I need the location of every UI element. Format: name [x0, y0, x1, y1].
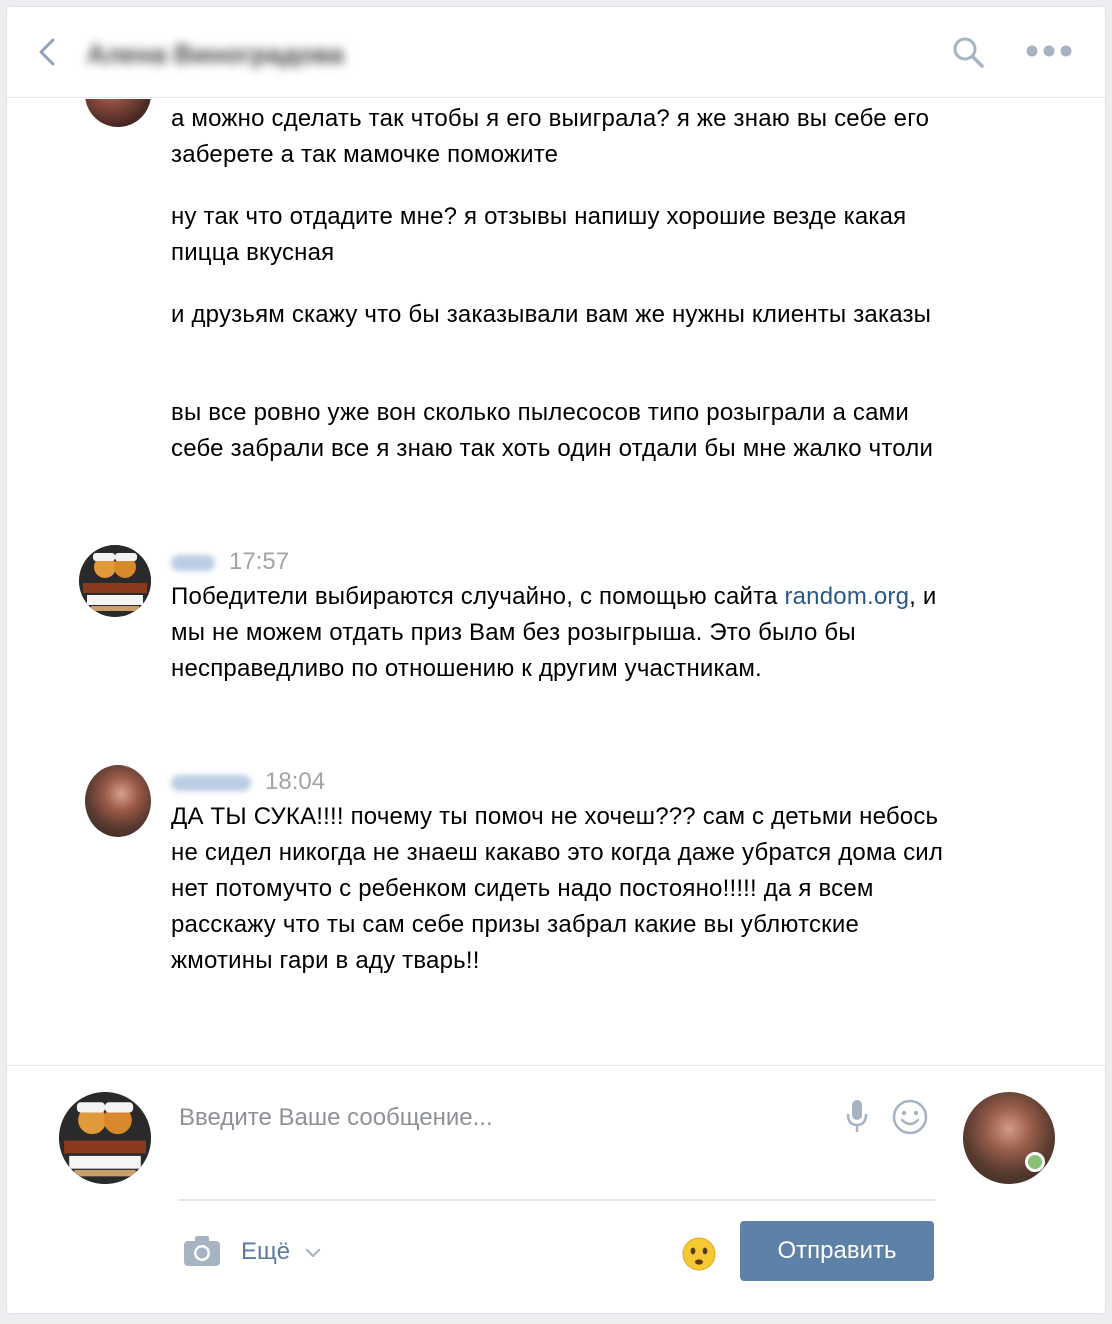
community-avatar[interactable] — [59, 1092, 151, 1184]
user-avatar[interactable] — [85, 765, 151, 837]
random-org-link[interactable]: random.org — [784, 583, 910, 610]
message-paragraph: а можно сделать так чтобы я его выиграла? я же знаю вы себе его заберете а так мамочке поможите — [171, 105, 930, 168]
my-avatar[interactable] — [963, 1092, 1055, 1184]
message-meta — [171, 767, 325, 797]
search-icon[interactable] — [951, 35, 985, 69]
message-time: 18:04 — [265, 768, 326, 795]
foodband-logo-icon — [79, 545, 151, 617]
sender-name-blurred[interactable] — [171, 775, 251, 791]
message-composer — [7, 1065, 1105, 1314]
input-divider — [179, 1199, 935, 1201]
message-history — [7, 99, 1105, 1065]
chat-header — [7, 7, 1105, 98]
message-time: 17:57 — [229, 548, 290, 575]
online-status-indicator — [1025, 1152, 1045, 1172]
foodband-logo-icon — [59, 1092, 151, 1184]
message-meta — [171, 547, 289, 577]
send-button[interactable]: Отправить — [740, 1221, 934, 1281]
chat-title[interactable]: Алена Виноградова — [87, 39, 344, 69]
message-paragraph: и друзьям скажу что бы заказывали вам же нужны клиенты заказы — [171, 301, 932, 328]
message-text-part: , и мы не можем отдать приз Вам без розыгрыша. Это было бы несправедливо по отношению к другим участникам. — [171, 583, 937, 682]
message-text: ДА ТЫ СУКА!!!! почему ты помоч не хочеш??? сам с детьми небось не сидел никогда не знаеш какаво это когда даже убратся дома сил нет потомучто с ребенком сидеть надо постояно!!!!! да я всем расскажу что ты сам себе призы забрал какие вы ублютские жмотины гари в аду тварь!! — [171, 803, 944, 974]
camera-icon[interactable] — [183, 1235, 221, 1267]
message-input[interactable] — [179, 1096, 829, 1140]
more-horizontal-icon[interactable] — [1025, 41, 1073, 61]
community-avatar[interactable] — [79, 545, 151, 617]
message-paragraph: ну так что отдадите мне? я отзывы напишу хорошие везде какая пицца вкусная — [171, 203, 907, 266]
chat-window — [6, 6, 1106, 1314]
message-text — [171, 579, 961, 687]
chevron-down-icon[interactable] — [305, 1247, 321, 1259]
microphone-icon[interactable] — [845, 1098, 869, 1134]
emoji-icon[interactable] — [681, 1236, 717, 1272]
user-avatar[interactable] — [85, 99, 151, 127]
sender-name-blurred[interactable] — [171, 555, 215, 571]
attach-more-button[interactable]: Ещё — [241, 1238, 291, 1265]
smile-icon[interactable] — [891, 1098, 929, 1136]
message-text-part: Победители выбираются случайно, с помощью сайта — [171, 583, 785, 610]
message-paragraph: вы все ровно уже вон сколько пылесосов типо розыграли а сами себе забрали все я знаю так хоть один отдали бы мне жалко чтоли — [171, 399, 934, 462]
chevron-left-icon[interactable] — [33, 37, 61, 67]
